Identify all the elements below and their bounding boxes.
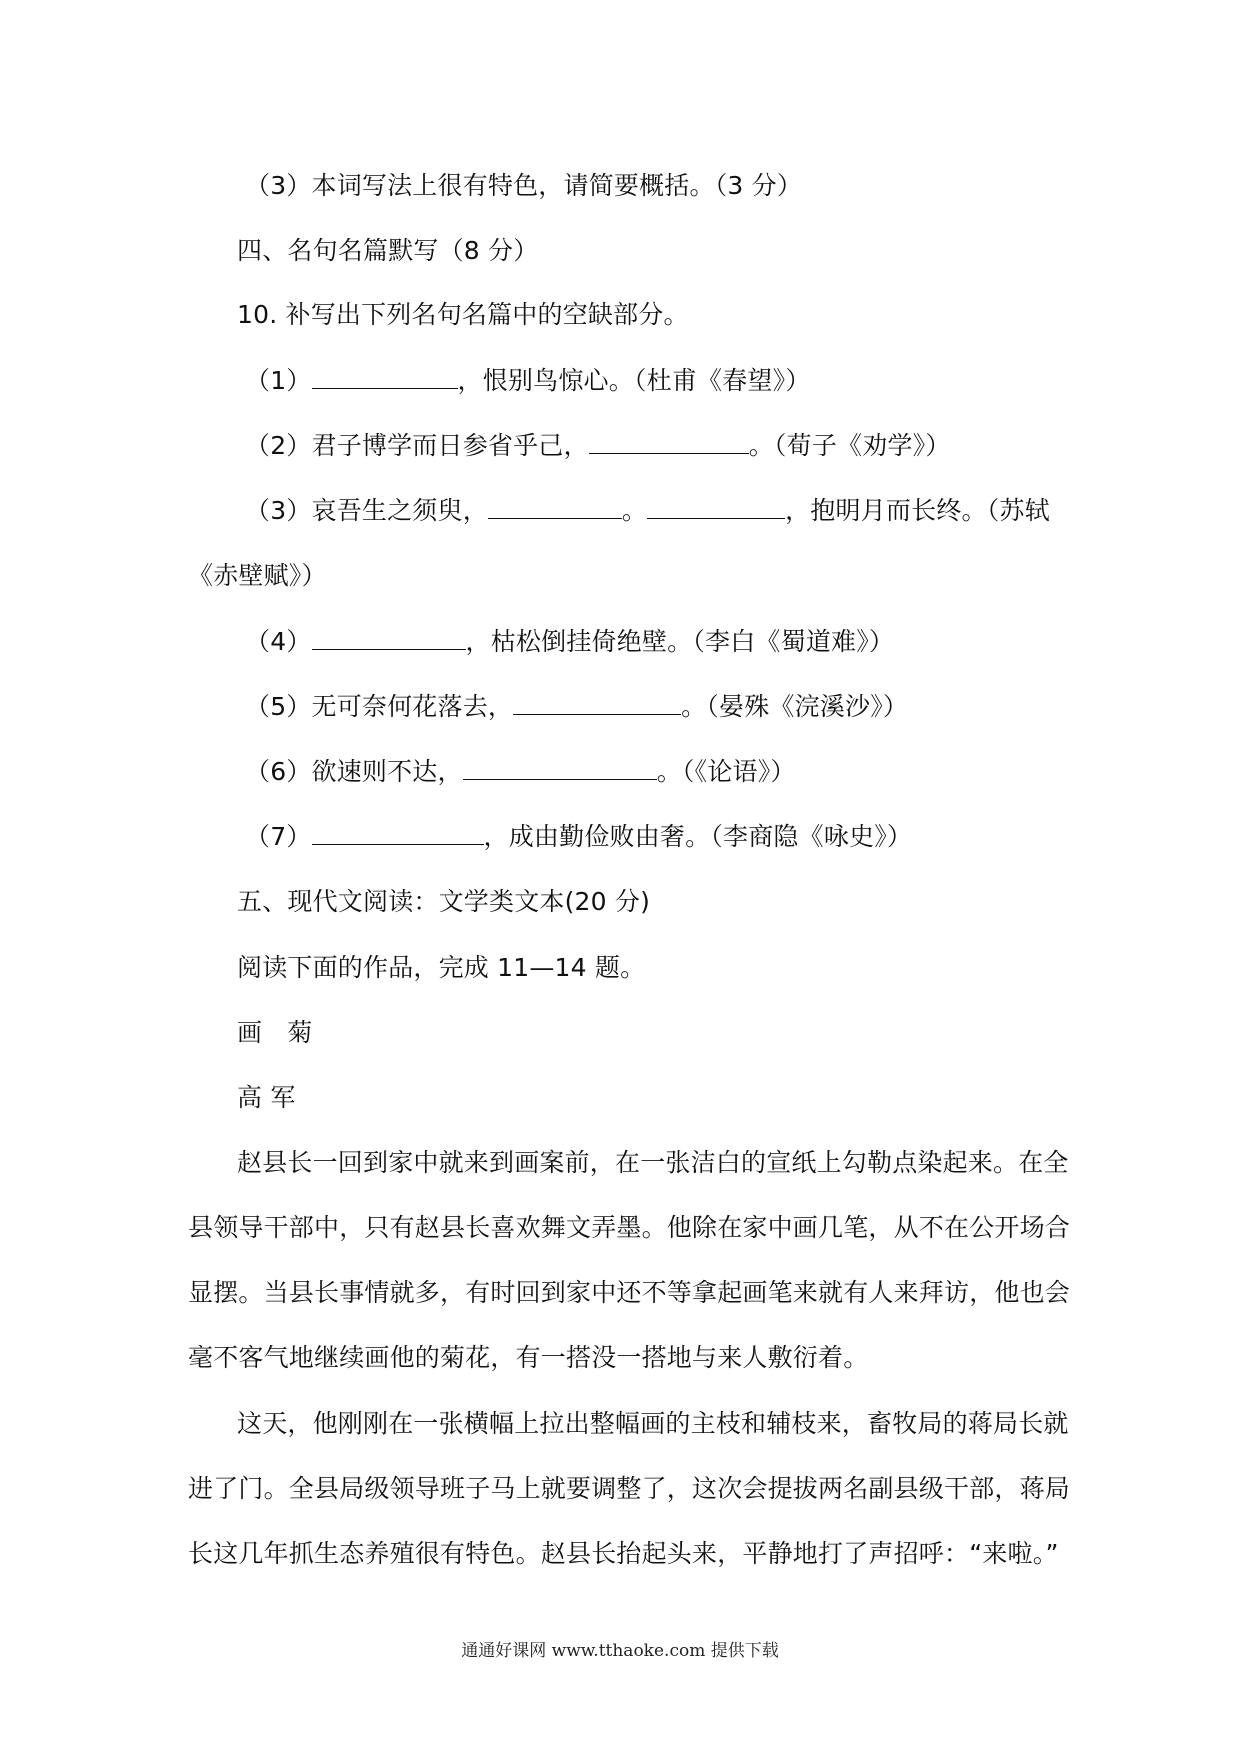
- answer-blank[interactable]: [463, 757, 657, 780]
- item-text: （6）欲速则不达，: [245, 757, 463, 786]
- item-text: ，成由勤俭败由奢。（李商隐《咏史》）: [483, 822, 913, 851]
- item-text: 。（晏殊《浣溪沙》）: [681, 692, 909, 721]
- answer-blank[interactable]: [312, 366, 458, 389]
- paragraph-1-line-4: 毫不客气地继续画他的菊花，有一搭没一搭地与来人敷衍着。: [188, 1343, 869, 1372]
- paragraph-1-line-1: 赵县长一回到家中就来到画案前，在一张洁白的宣纸上勾勒点染起来。在全: [237, 1148, 1069, 1177]
- answer-blank[interactable]: [312, 627, 466, 650]
- answer-blank[interactable]: [312, 822, 484, 845]
- paragraph-1-line-2: 县领导干部中，只有赵县长喜欢舞文弄墨。他除在家中画几笔，从不在公开场合: [188, 1213, 1071, 1242]
- item-text: （5）无可奈何花落去，: [245, 692, 514, 721]
- question-10: 10. 补写出下列名句名篇中的空缺部分。: [237, 300, 689, 329]
- item-text: 。: [621, 496, 648, 525]
- paragraph-2-line-3: 长这几年抓生态养殖很有特色。赵县长抬起头来，平静地打了声招呼：“来啦。”: [188, 1539, 1059, 1568]
- item-text: ，抱明月而长终。（苏轼: [785, 496, 1050, 525]
- story-title: 画 菊: [237, 1018, 313, 1047]
- answer-blank[interactable]: [589, 431, 749, 454]
- fill-item-3-continued: 《赤壁赋》）: [188, 561, 327, 590]
- item-number: （4）: [245, 627, 312, 656]
- item-text: （3）哀吾生之须臾，: [245, 496, 488, 525]
- item-number: （7）: [245, 822, 312, 851]
- item-text: ，枯松倒挂倚绝壁。（李白《蜀道难》）: [465, 627, 895, 656]
- answer-blank[interactable]: [647, 496, 785, 519]
- reading-instruction: 阅读下面的作品，完成 11—14 题。: [237, 953, 646, 982]
- fill-item-2: [245, 429, 951, 463]
- item-number: （1）: [245, 366, 312, 395]
- paragraph-1-line-3: 显摆。当县长事情就多，有时回到家中还不等拿起画笔来就有人来拜访，他也会: [188, 1278, 1071, 1307]
- section-five-heading: 五、现代文阅读：文学类文本(20 分): [237, 887, 651, 916]
- item-text: 。（荀子《劝学》）: [748, 431, 951, 460]
- fill-item-5: [245, 690, 908, 724]
- answer-blank[interactable]: [513, 692, 681, 715]
- paragraph-2-line-2: 进了门。全县局级领导班子马上就要调整了，这次会提拔两名副县级干部，蒋局: [188, 1474, 1071, 1503]
- section-four-heading: 四、名句名篇默写（8 分）: [237, 236, 539, 265]
- fill-item-4: [245, 625, 894, 659]
- answer-blank[interactable]: [488, 496, 622, 519]
- item-text: ，恨别鸟惊心。（杜甫《春望》）: [457, 366, 811, 395]
- item-text: （2）君子博学而日参省乎己，: [245, 431, 589, 460]
- paragraph-2-line-1: 这天，他刚刚在一张横幅上拉出整幅画的主枝和辅枝来，畜牧局的蒋局长就: [237, 1409, 1069, 1438]
- story-author: 高 军: [237, 1083, 296, 1112]
- item-text: 。（《论语》）: [656, 757, 796, 786]
- page-footer: 通通好课网 www.tthaoke.com 提供下载: [461, 1641, 779, 1661]
- question-3: （3）本词写法上很有特色，请简要概括。（3 分）: [245, 171, 803, 200]
- fill-item-7: [245, 820, 912, 854]
- fill-item-1: [245, 364, 811, 398]
- fill-item-3: [245, 494, 1050, 528]
- fill-item-6: [245, 755, 796, 789]
